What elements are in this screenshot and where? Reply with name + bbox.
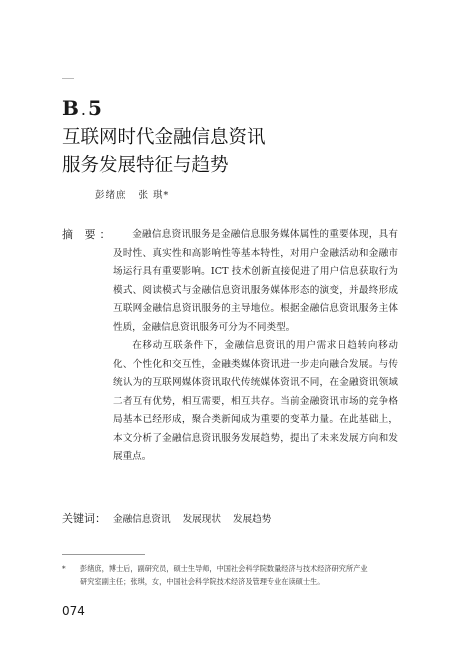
keyword-1: 金融信息资讯 <box>113 514 171 525</box>
footnote <box>62 563 398 588</box>
top-rule <box>62 78 74 79</box>
title-line-2: 服务发展特征与趋势 <box>62 155 229 176</box>
keyword-3: 发展趋势 <box>232 514 272 525</box>
abstract-label: 摘 要： <box>62 228 115 241</box>
footnote-line-1: 彭绪庶，博士后，副研究员，硕士生导师，中国社会科学院数量经济与技术经济研究所产业 <box>80 564 368 573</box>
keywords-label: 关键词： <box>62 512 106 525</box>
abstract-paragraph-2: 在移动互联条件下，金融信息资讯的用户需求日趋转向移动化、个性化和交互性，金融类媒体资讯进一步走向融合发展。与传统认为的互联网媒体资讯取代传统媒体资讯不同，在金融资讯领域二者互有优势，相互需要，相互共存。当前金融资讯市场的竞争格局基本已经形成，聚合类新闻成为重要的变革力量。在此基础上，本文分析了金融信息资讯服务发展趋势，提出了未来发展方向和发展重点。 <box>113 340 398 462</box>
abstract-paragraph-1: 金融信息资讯服务是金融信息服务媒体属性的重要体现，具有及时性、真实性和高影响性等基本特性，对用户金融活动和金融市场运行具有重要影响。ICT 技术创新直接促进了用户信息获取行为模式、阅读模式与金融信息资讯服务媒体形态的演变，并最终形成互联网金融信息资讯服务的主导地位。根据金融信息资讯服务主体性质，金融信息资讯服务可分为不同类型。 <box>113 229 398 333</box>
series-code: B <box>62 96 80 120</box>
author-2: 张 琪* <box>138 190 170 201</box>
series-index: 5 <box>88 96 103 120</box>
page-number: 074 <box>62 604 85 618</box>
abstract-body <box>113 226 398 467</box>
footnote-mark: * <box>62 564 66 573</box>
author-1: 彭绪庶 <box>95 190 127 201</box>
footnote-line-2: 研究室副主任；张琪，女，中国社会科学院技术经济及管理专业在读硕士生。 <box>80 576 325 586</box>
keywords-list <box>113 511 271 525</box>
series-separator: . <box>80 100 87 119</box>
title-line-1: 互联网时代金融信息资讯 <box>62 127 266 148</box>
footnote-rule <box>62 554 145 555</box>
series-number <box>62 96 103 120</box>
keyword-2: 发展现状 <box>182 514 221 525</box>
authors <box>95 187 169 201</box>
article-title <box>62 124 266 180</box>
